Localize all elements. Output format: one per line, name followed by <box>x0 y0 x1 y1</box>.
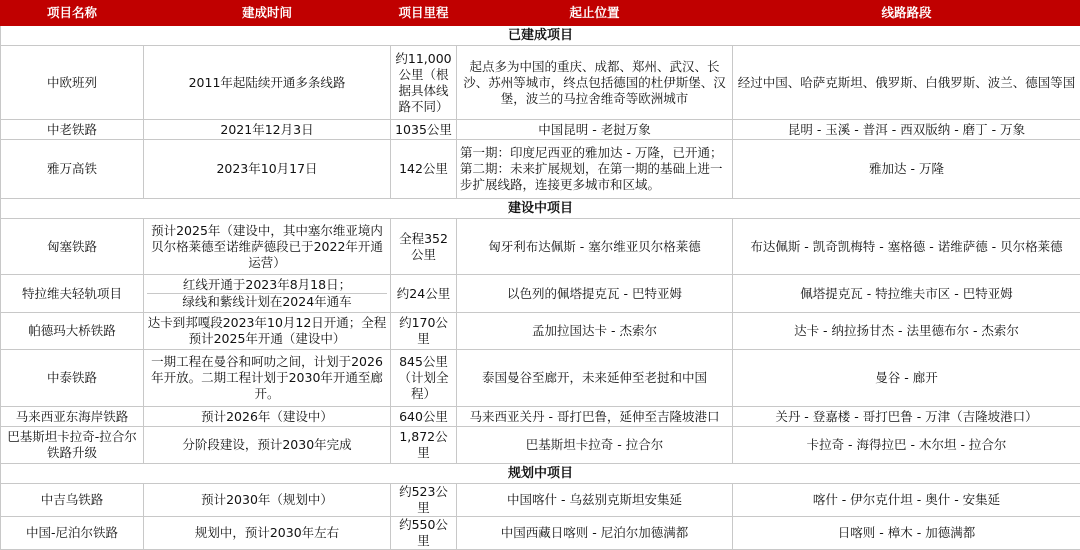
table-row <box>1 484 1080 517</box>
mileage: 约11,000公里（根据具体线路不同） <box>391 46 457 120</box>
route: 曼谷 - 廊开 <box>733 350 1080 407</box>
route: 布达佩斯 - 凯奇凯梅特 - 塞格德 - 诺维萨德 - 贝尔格莱德 <box>733 219 1080 275</box>
project-name: 雅万高铁 <box>1 140 144 199</box>
project-name: 中吉乌铁路 <box>1 484 144 517</box>
mileage: 845公里（计划全程） <box>391 350 457 407</box>
completion-time: 一期工程在曼谷和呵叻之间，计划于2026年开放。二期工程计划于2030年开通至廊开。 <box>144 350 391 407</box>
completion-time: 预计2030年（规划中） <box>144 484 391 517</box>
completion-time: 预计2025年（建设中，其中塞尔维亚境内贝尔格莱德至诺维萨德段已于2022年开通运营） <box>144 219 391 275</box>
project-name: 特拉维夫轻轨项目 <box>1 275 144 313</box>
header-completion-time: 建成时间 <box>144 1 391 26</box>
table-row <box>1 427 1080 464</box>
route: 日喀则 - 樟木 - 加德满都 <box>733 517 1080 550</box>
start-end-location: 以色列的佩塔提克瓦 - 巴特亚姆 <box>457 275 733 313</box>
table-row <box>1 275 1080 313</box>
route: 昆明 - 玉溪 - 普洱 - 西双版纳 - 磨丁 - 万象 <box>733 120 1080 140</box>
header-mileage: 项目里程 <box>391 1 457 26</box>
project-name: 匈塞铁路 <box>1 219 144 275</box>
start-end-location: 孟加拉国达卡 - 杰索尔 <box>457 313 733 350</box>
section-row <box>1 26 1080 46</box>
start-end-location: 第一期：印度尼西亚的雅加达 - 万隆，已开通；第二期：未来扩展规划，在第一期的基础上进一步扩展线路，连接更多城市和区域。 <box>457 140 733 199</box>
project-name: 巴基斯坦卡拉奇-拉合尔铁路升级 <box>1 427 144 464</box>
route: 关丹 - 登嘉楼 - 哥打巴鲁 - 万津（吉隆坡港口） <box>733 407 1080 427</box>
completion-time: 分阶段建设，预计2030年完成 <box>144 427 391 464</box>
start-end-location: 中国昆明 - 老挝万象 <box>457 120 733 140</box>
header-row <box>1 1 1080 26</box>
completion-time-line: 绿线和紫线计划在2024年通车 <box>147 294 387 310</box>
mileage: 1035公里 <box>391 120 457 140</box>
header-project-name: 项目名称 <box>1 1 144 26</box>
mileage: 1,872公里 <box>391 427 457 464</box>
table-row <box>1 140 1080 199</box>
route: 卡拉奇 - 海得拉巴 - 木尔坦 - 拉合尔 <box>733 427 1080 464</box>
completion-time: 预计2026年（建设中） <box>144 407 391 427</box>
completion-time: 达卡到邦嘎段2023年10月12日开通；全程预计2025年开通（建设中） <box>144 313 391 350</box>
start-end-location: 马来西亚关丹 - 哥打巴鲁，延伸至吉隆坡港口 <box>457 407 733 427</box>
section-completed: 已建成项目 <box>1 26 1080 46</box>
mileage: 约523公里 <box>391 484 457 517</box>
table-row <box>1 46 1080 120</box>
table-row <box>1 407 1080 427</box>
project-name: 中老铁路 <box>1 120 144 140</box>
project-name: 马来西亚东海岸铁路 <box>1 407 144 427</box>
start-end-location: 匈牙利布达佩斯 - 塞尔维亚贝尔格莱德 <box>457 219 733 275</box>
table-row <box>1 313 1080 350</box>
section-row <box>1 464 1080 484</box>
route: 达卡 - 纳拉扬甘杰 - 法里德布尔 - 杰索尔 <box>733 313 1080 350</box>
completion-time: 规划中，预计2030年左右 <box>144 517 391 550</box>
mileage: 142公里 <box>391 140 457 199</box>
start-end-location: 起点多为中国的重庆、成都、郑州、武汉、长沙、苏州等城市，终点包括德国的杜伊斯堡、汉堡，波兰的马拉舍维奇等欧洲城市 <box>457 46 733 120</box>
mileage: 640公里 <box>391 407 457 427</box>
route: 雅加达 - 万隆 <box>733 140 1080 199</box>
table-row <box>1 350 1080 407</box>
start-end-location: 中国西藏日喀则 - 尼泊尔加德满都 <box>457 517 733 550</box>
route: 经过中国、哈萨克斯坦、俄罗斯、白俄罗斯、波兰、德国等国 <box>733 46 1080 120</box>
mileage: 约24公里 <box>391 275 457 313</box>
completion-time: 2011年起陆续开通多条线路 <box>144 46 391 120</box>
project-name: 中欧班列 <box>1 46 144 120</box>
completion-time: 2023年10月17日 <box>144 140 391 199</box>
start-end-location: 泰国曼谷至廊开，未来延伸至老挝和中国 <box>457 350 733 407</box>
mileage: 全程352公里 <box>391 219 457 275</box>
header-route: 线路路段 <box>733 1 1080 26</box>
project-name: 中国-尼泊尔铁路 <box>1 517 144 550</box>
section-under-construction: 建设中项目 <box>1 199 1080 219</box>
table-row <box>1 219 1080 275</box>
completion-time: 2021年12月3日 <box>144 120 391 140</box>
completion-time-line: 红线开通于2023年8月18日； <box>147 277 387 294</box>
mileage: 约170公里 <box>391 313 457 350</box>
route: 佩塔提克瓦 - 特拉维夫市区 - 巴特亚姆 <box>733 275 1080 313</box>
section-planned: 规划中项目 <box>1 464 1080 484</box>
completion-time <box>144 275 391 313</box>
table-row <box>1 120 1080 140</box>
mileage: 约550公里 <box>391 517 457 550</box>
header-start-end: 起止位置 <box>457 1 733 26</box>
start-end-location: 巴基斯坦卡拉奇 - 拉合尔 <box>457 427 733 464</box>
start-end-location: 中国喀什 - 乌兹别克斯坦安集延 <box>457 484 733 517</box>
route: 喀什 - 伊尔克什坦 - 奥什 - 安集延 <box>733 484 1080 517</box>
table-row <box>1 517 1080 550</box>
project-name: 中泰铁路 <box>1 350 144 407</box>
project-name: 帕德玛大桥铁路 <box>1 313 144 350</box>
section-row <box>1 199 1080 219</box>
